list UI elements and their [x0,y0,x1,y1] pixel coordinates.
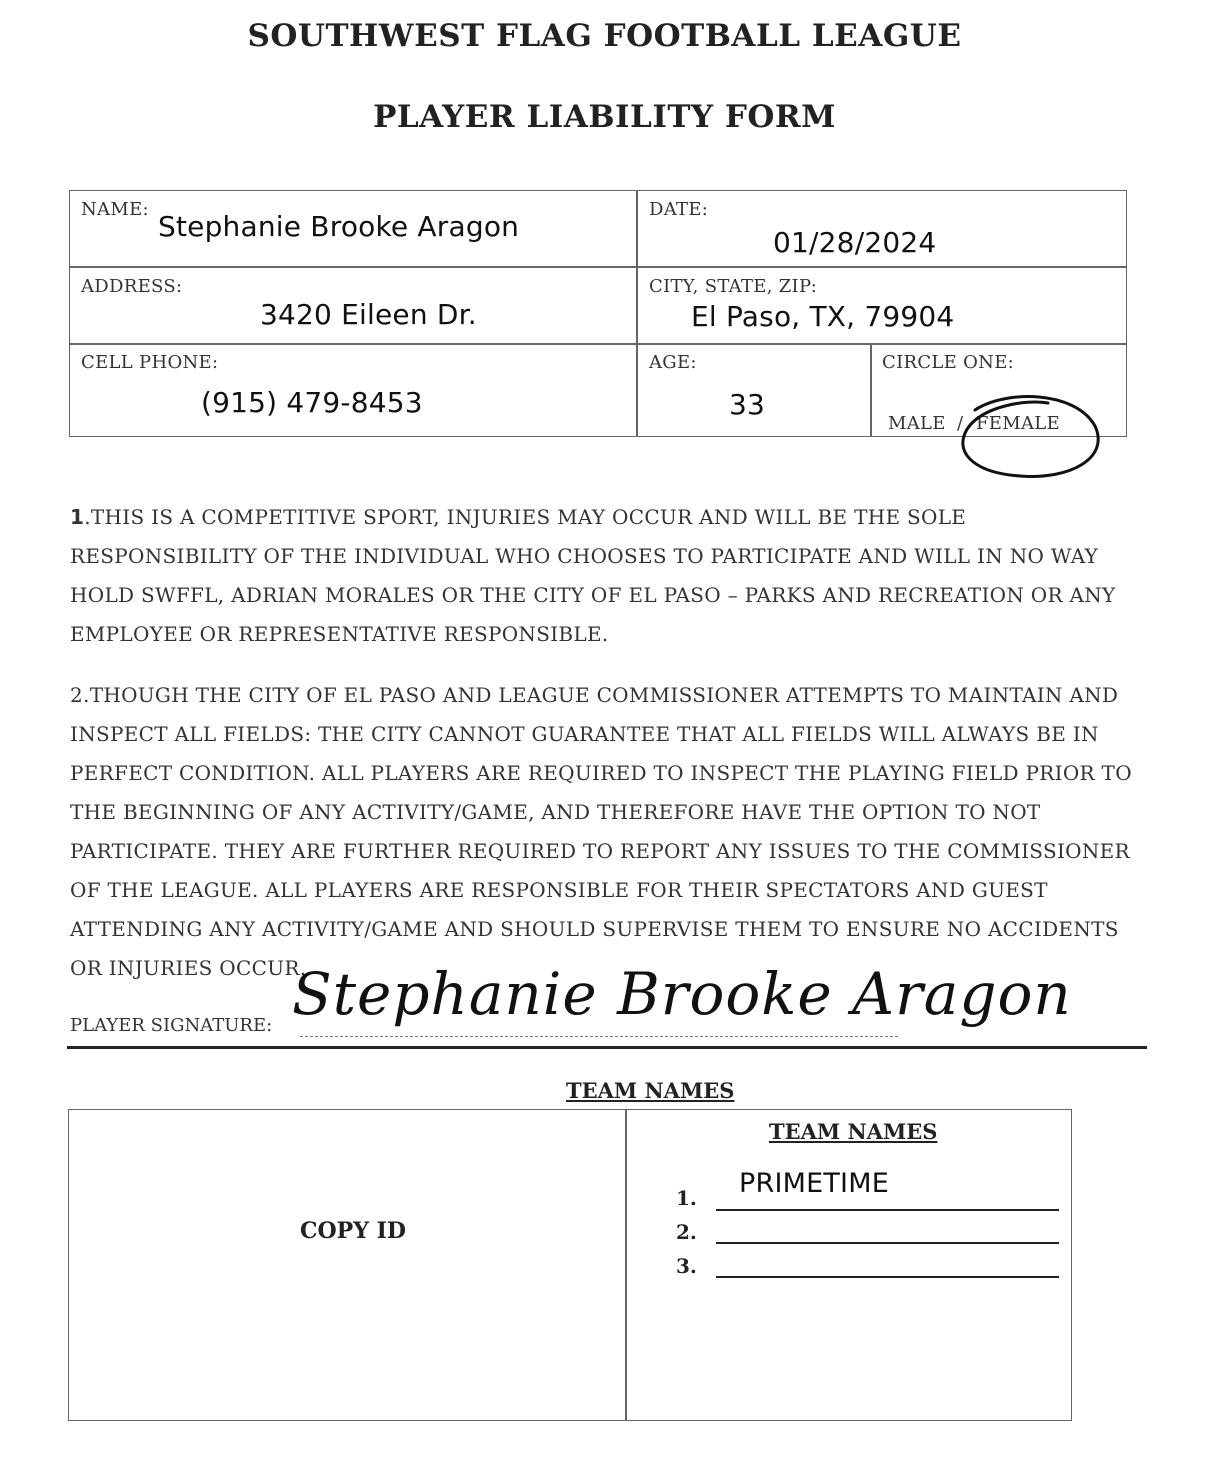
date-label: DATE: [649,199,709,220]
team-entry-3-number: 3. [676,1254,697,1278]
copy-id-label: COPY ID [300,1218,406,1244]
cell-phone-field[interactable]: (915) 479-8453 [201,386,423,419]
clause-1-number: 1 [70,505,85,529]
gender-option-female[interactable]: FEMALE [976,413,1060,434]
league-title: SOUTHWEST FLAG FOOTBALL LEAGUE [247,18,962,54]
name-label: NAME: [81,199,149,220]
team-entry-2-line [716,1242,1059,1244]
clause-2-text: .THOUGH THE CITY OF EL PASO AND LEAGUE COMMISSIONER ATTEMPTS TO MAINTAIN AND INSPECT ALL FIELDS: THE CITY CANNOT GUARANTEE THAT ALL FIELDS WILL ALWAYS BE IN PERFECT CONDITION. ALL PLAYERS ARE REQUIRED TO INSPECT THE PLAYING FIELD PRIOR TO THE BEGINNING OF ANY ACTIVITY/GAME, AND THEREFORE HAVE THE OPTION TO NOT PARTICIPATE. THEY ARE FURTHER REQUIRED TO REPORT ANY ISSUES TO THE COMMISSIONER OF THE LEAGUE. ALL PLAYERS ARE RESPONSIBLE FOR THEIR SPECTATORS AND GUEST ATTENDING ANY ACTIVITY/GAME AND SHOULD SUPERVISE THEM TO ENSURE NO ACCIDENTS OR INJURIES OCCUR. [70,683,1132,980]
city-state-zip-field[interactable]: El Paso, TX, 79904 [691,300,955,333]
signature-rule [67,1046,1147,1049]
gender-separator: / [957,413,964,434]
clause-1 [70,498,1150,654]
team-names-heading: TEAM NAMES [566,1078,735,1103]
team-box [68,1109,1072,1421]
team-entry-1-number: 1. [676,1186,697,1210]
gender-option-male[interactable]: MALE [888,413,946,434]
gender-label: CIRCLE ONE: [882,352,1015,373]
clause-1-text: .THIS IS A COMPETITIVE SPORT, INJURIES MAY OCCUR AND WILL BE THE SOLE RESPONSIBILITY OF THE INDIVIDUAL WHO CHOOSES TO PARTICIPATE AND WILL IN NO WAY HOLD SWFFL, ADRIAN MORALES OR THE CITY OF EL PASO – PARKS AND RECREATION OR ANY EMPLOYEE OR REPRESENTATIVE RESPONSIBLE. [70,505,1116,646]
team-entry-1-field[interactable]: PRIMETIME [739,1168,889,1199]
team-entry-3-line [716,1276,1059,1278]
age-label: AGE: [649,352,697,373]
signature-field[interactable]: Stephanie Brooke Aragon [292,960,1072,1028]
cell-phone-label: CELL PHONE: [81,352,219,373]
clause-2-number: 2 [70,683,84,707]
form-title: PLAYER LIABILITY FORM [373,99,836,135]
date-field[interactable]: 01/28/2024 [773,226,937,259]
age-field[interactable]: 33 [729,388,766,421]
signature-underscore [300,1036,898,1037]
team-entry-2-number: 2. [676,1220,697,1244]
team-names-inner-heading: TEAM NAMES [769,1119,938,1144]
city-state-zip-label: CITY, STATE, ZIP: [649,276,818,297]
name-field[interactable]: Stephanie Brooke Aragon [158,210,520,243]
signature-label: PLAYER SIGNATURE: [70,1015,273,1036]
selection-circle-mark [950,388,1115,488]
team-entry-1-line [716,1209,1059,1211]
clause-2 [70,676,1150,988]
address-label: ADDRESS: [81,276,183,297]
address-field[interactable]: 3420 Eileen Dr. [260,298,477,331]
